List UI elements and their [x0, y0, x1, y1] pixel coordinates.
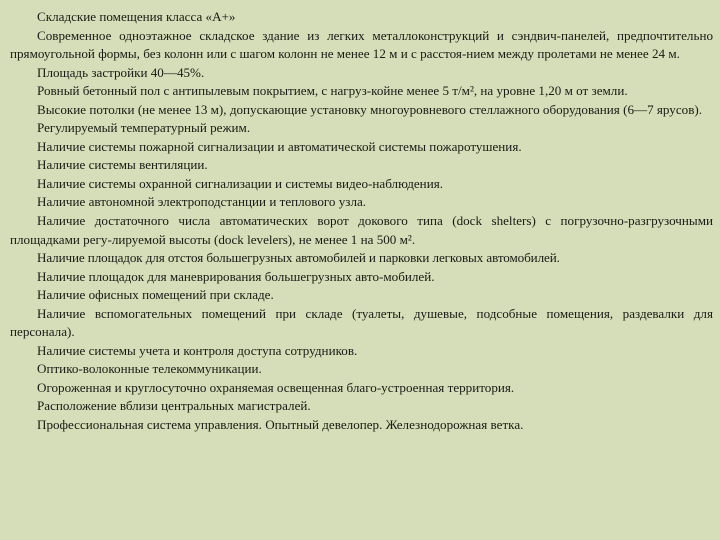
document-title: Складские помещения класса «А+» [37, 9, 236, 24]
document-body [10, 8, 713, 435]
paragraph-maneuvering: Наличие площадок для маневрирования большегрузных авто-мобилей. [37, 268, 435, 284]
paragraph-security-system: Наличие системы охранной сигнализации и системы видео-наблюдения. [37, 175, 443, 191]
paragraph-dock-gates: Наличие достаточного числа автоматических ворот докового типа (dock shelters) с погрузочно-разгрузочными площадками регу-лируемой высоты (dock levelers), не менее 1 на 500 м². [10, 213, 713, 247]
paragraph-site-coverage: Площадь застройки 40—45%. [37, 64, 205, 80]
paragraph-offices: Наличие офисных помещений при складе. [37, 287, 274, 303]
paragraph-management: Профессиональная система управления. Опытный девелопер. Железнодорожная ветка. [37, 417, 524, 433]
paragraph-ventilation: Наличие системы вентиляции. [37, 157, 208, 173]
paragraph-building: Современное одноэтажное складское здание из легких металлоконструкций и сэндвич-панелей, предпочтительно прямоугольной формы, без колонн или с шагом колонн не менее 12 м и с расстоя-нием между пролетами не менее 24 м. [10, 27, 713, 62]
paragraph-location: Расположение вблизи центральных магистралей. [37, 398, 311, 414]
paragraph-floor: Ровный бетонный пол с антипылевым покрытием, с нагруз-койне менее 5 т/м², на уровне 1,20 м от земли. [37, 83, 628, 99]
paragraph-truck-parking: Наличие площадок для отстоя большегрузных автомобилей и парковки легковых автомобилей. [37, 250, 560, 266]
paragraph-access-control: Наличие системы учета и контроля доступа сотрудников. [37, 342, 358, 358]
paragraph-power-substation: Наличие автономной электроподстанции и теплового узла. [37, 194, 367, 210]
paragraph-temperature: Регулируемый температурный режим. [37, 120, 251, 136]
paragraph-ceilings: Высокие потолки (не менее 13 м), допускающие установку многоуровневого стеллажного оборудования (6—7 ярусов). [37, 101, 703, 117]
paragraph-fiber-optics: Оптико-волоконные телекоммуникации. [37, 361, 262, 377]
paragraph-auxiliary-rooms: Наличие вспомогательных помещений при складе (туалеты, душевые, подсобные помещения, раздевалки для персонала). [10, 305, 713, 340]
paragraph-fire-system: Наличие системы пожарной сигнализации и автоматической системы пожаротушения. [37, 138, 522, 154]
paragraph-territory: Огороженная и круглосуточно охраняемая освещенная благо-устроенная территория. [37, 379, 515, 395]
